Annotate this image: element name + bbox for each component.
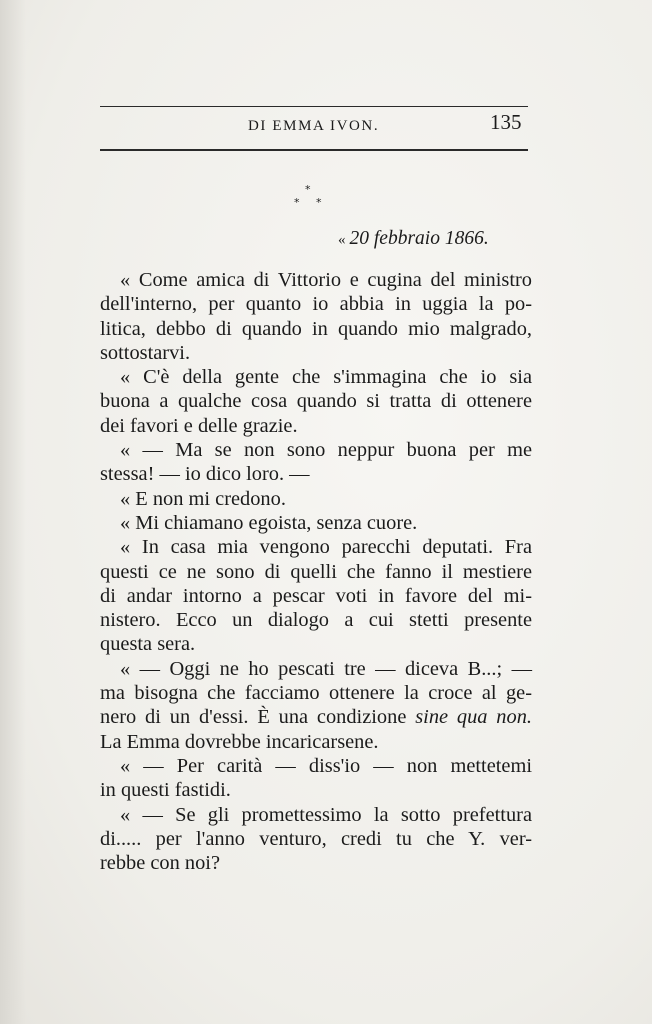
text-line: litica, debbo di quando in quando mio malgrado, — [100, 317, 532, 340]
text-line: « In casa mia vengono parecchi deputati. Fra — [120, 536, 532, 559]
section-asterism — [284, 183, 324, 211]
text-line: La Emma dovrebbe incaricarsene. — [100, 730, 379, 753]
page-edge-shadow — [0, 0, 26, 1024]
asterism-star: * — [316, 196, 322, 209]
body-text — [100, 268, 532, 875]
text-line: « Come amica di Vittorio e cugina del ministro — [120, 269, 532, 291]
dateline-quote: « — [338, 232, 346, 248]
text-line: « — Oggi ne ho pescati tre — diceva B...; — — [120, 657, 532, 680]
dateline — [338, 228, 489, 250]
text-line: dell'interno, per quanto io abbia in uggia la po- — [100, 293, 532, 316]
text-line: sottostarvi. — [100, 341, 191, 364]
header-rule-bottom — [100, 149, 528, 151]
dateline-date: 20 febbraio 1866. — [349, 228, 489, 249]
header-rule-top — [100, 106, 528, 107]
text-line: di andar intorno a pescar voti in favore del mi- — [100, 584, 532, 607]
text-line: stessa! — io dico loro. — — [100, 463, 310, 486]
running-title: DI EMMA IVON. — [248, 118, 380, 134]
text-line: « — Per carità — diss'io — non mettetemi — [120, 754, 532, 777]
text-line: « Mi chiamano egoista, senza cuore. — [120, 511, 418, 534]
text-line: questi ce ne sono di quelli che fanno il mestiere — [100, 560, 532, 583]
italic-phrase: sine qua non. — [415, 706, 532, 729]
text-line: di..... per l'anno venturo, credi tu che Y. ver- — [100, 827, 532, 850]
asterism-star: * — [294, 196, 300, 209]
page-number: 135 — [490, 110, 522, 134]
text-line: buona a qualche cosa quando si tratta di ottenere — [100, 390, 532, 413]
text-line: rebbe con noi? — [100, 852, 221, 875]
text-line: dei favori e delle grazie. — [100, 414, 298, 437]
text-line: nistero. Ecco un dialogo a cui stetti presente — [100, 609, 532, 632]
text-line: « — Se gli promettessimo la sotto prefettura — [120, 803, 532, 826]
text-line — [100, 705, 532, 729]
text-line: « C'è della gente che s'immagina che io sia — [120, 366, 532, 389]
asterism-star: * — [305, 183, 311, 196]
text-line: « E non mi credono. — [120, 487, 286, 510]
text-line: questa sera. — [100, 633, 196, 656]
text-line: ma bisogna che facciamo ottenere la croce al ge- — [100, 682, 532, 705]
text-line: in questi fastidi. — [100, 779, 231, 802]
text-line: « — Ma se non sono neppur buona per me — [120, 439, 532, 462]
text-segment: nero di un d'essi. È una condizione — [100, 706, 407, 729]
